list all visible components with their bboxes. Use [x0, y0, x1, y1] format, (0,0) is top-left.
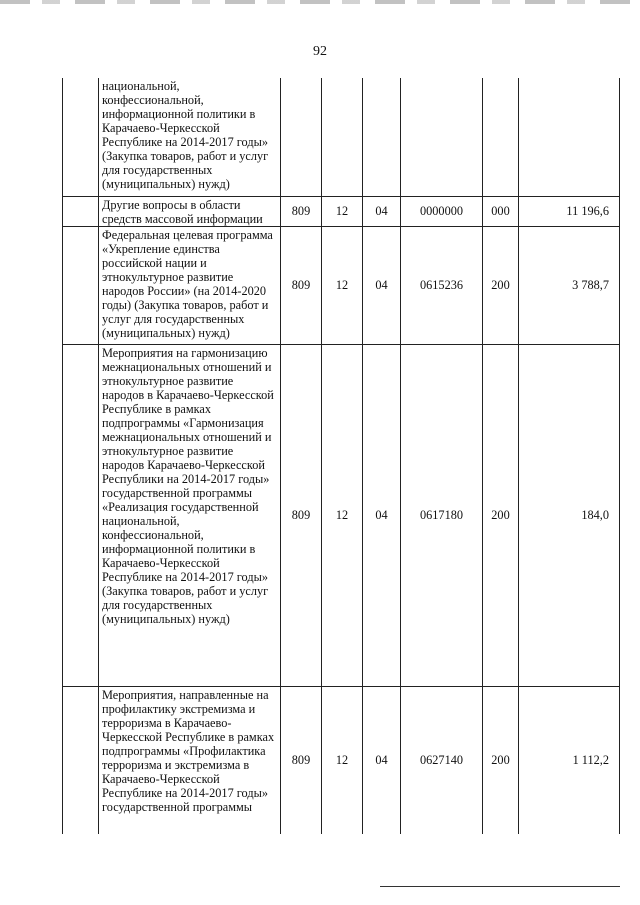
expense-type-cell: 200 — [483, 226, 519, 344]
ministry-code-cell: 809 — [281, 686, 322, 834]
row-index-cell — [63, 344, 99, 686]
section-code-cell: 12 — [322, 686, 363, 834]
expense-type-cell — [483, 78, 519, 196]
subsection-code-cell: 04 — [363, 196, 401, 226]
target-article-cell: 0627140 — [401, 686, 483, 834]
ministry-code-cell — [281, 78, 322, 196]
table-row — [63, 196, 620, 226]
description-cell: Федеральная целевая программа «Укрепление единства российской нации и этнокультурное развитие народов России» (на 2014-2020 годы) (Закупка товаров, работ и услуг для государственных (муниципальных) нужд) — [99, 226, 281, 344]
section-code-cell — [322, 78, 363, 196]
expense-type-cell: 200 — [483, 344, 519, 686]
expense-type-cell: 000 — [483, 196, 519, 226]
subsection-code-cell: 04 — [363, 226, 401, 344]
section-code-cell: 12 — [322, 344, 363, 686]
target-article-cell: 0617180 — [401, 344, 483, 686]
section-code-cell: 12 — [322, 226, 363, 344]
ministry-code-cell: 809 — [281, 226, 322, 344]
row-index-cell — [63, 78, 99, 196]
row-index-cell — [63, 196, 99, 226]
amount-cell: 3 788,7 — [519, 226, 620, 344]
ministry-code-cell: 809 — [281, 196, 322, 226]
scan-edge-artifact — [0, 0, 640, 4]
description-cell: Другие вопросы в области средств массовой информации — [99, 196, 281, 226]
row-index-cell — [63, 226, 99, 344]
amount-cell: 1 112,2 — [519, 686, 620, 834]
row-index-cell — [63, 686, 99, 834]
subsection-code-cell: 04 — [363, 344, 401, 686]
description-cell: Мероприятия на гармонизацию межнациональных отношений и этнокультурное развитие народов в Карачаево-Черкесской Республике в рамках подпрограммы «Гармонизация межнациональных отношений и этнокультурное развитие народов Карачаево-Черкесской Республики на 2014-2017 годы» государственной программы «Реализация государственной национальной, конфессиональной, информационной политики в Карачаево-Черкесской Республике на 2014-2017 годы» (Закупка товаров, работ и услуг для государственных (муниципальных) нужд) — [99, 344, 281, 686]
target-article-cell: 0615236 — [401, 226, 483, 344]
amount-cell: 184,0 — [519, 344, 620, 686]
subsection-code-cell: 04 — [363, 686, 401, 834]
table-row — [63, 78, 620, 196]
amount-cell: 11 196,6 — [519, 196, 620, 226]
footer-rule — [380, 886, 620, 887]
target-article-cell: 0000000 — [401, 196, 483, 226]
table-row — [63, 344, 620, 686]
subsection-code-cell — [363, 78, 401, 196]
amount-cell — [519, 78, 620, 196]
table-row — [63, 226, 620, 344]
budget-table — [62, 78, 620, 834]
table-row — [63, 686, 620, 834]
description-cell: национальной, конфессиональной, информационной политики в Карачаево-Черкесской Республике на 2014-2017 годы» (Закупка товаров, работ и услуг для государственных (муниципальных) нужд) — [99, 78, 281, 196]
expense-type-cell: 200 — [483, 686, 519, 834]
ministry-code-cell: 809 — [281, 344, 322, 686]
target-article-cell — [401, 78, 483, 196]
page-number: 92 — [313, 44, 327, 59]
section-code-cell: 12 — [322, 196, 363, 226]
description-cell: Мероприятия, направленные на профилактику экстремизма и терроризма в Карачаево-Черкесской Республике в рамках подпрограммы «Профилактика терроризма и экстремизма в Карачаево-Черкесской Республике на 2014-2017 годы» государственной программы — [99, 686, 281, 834]
